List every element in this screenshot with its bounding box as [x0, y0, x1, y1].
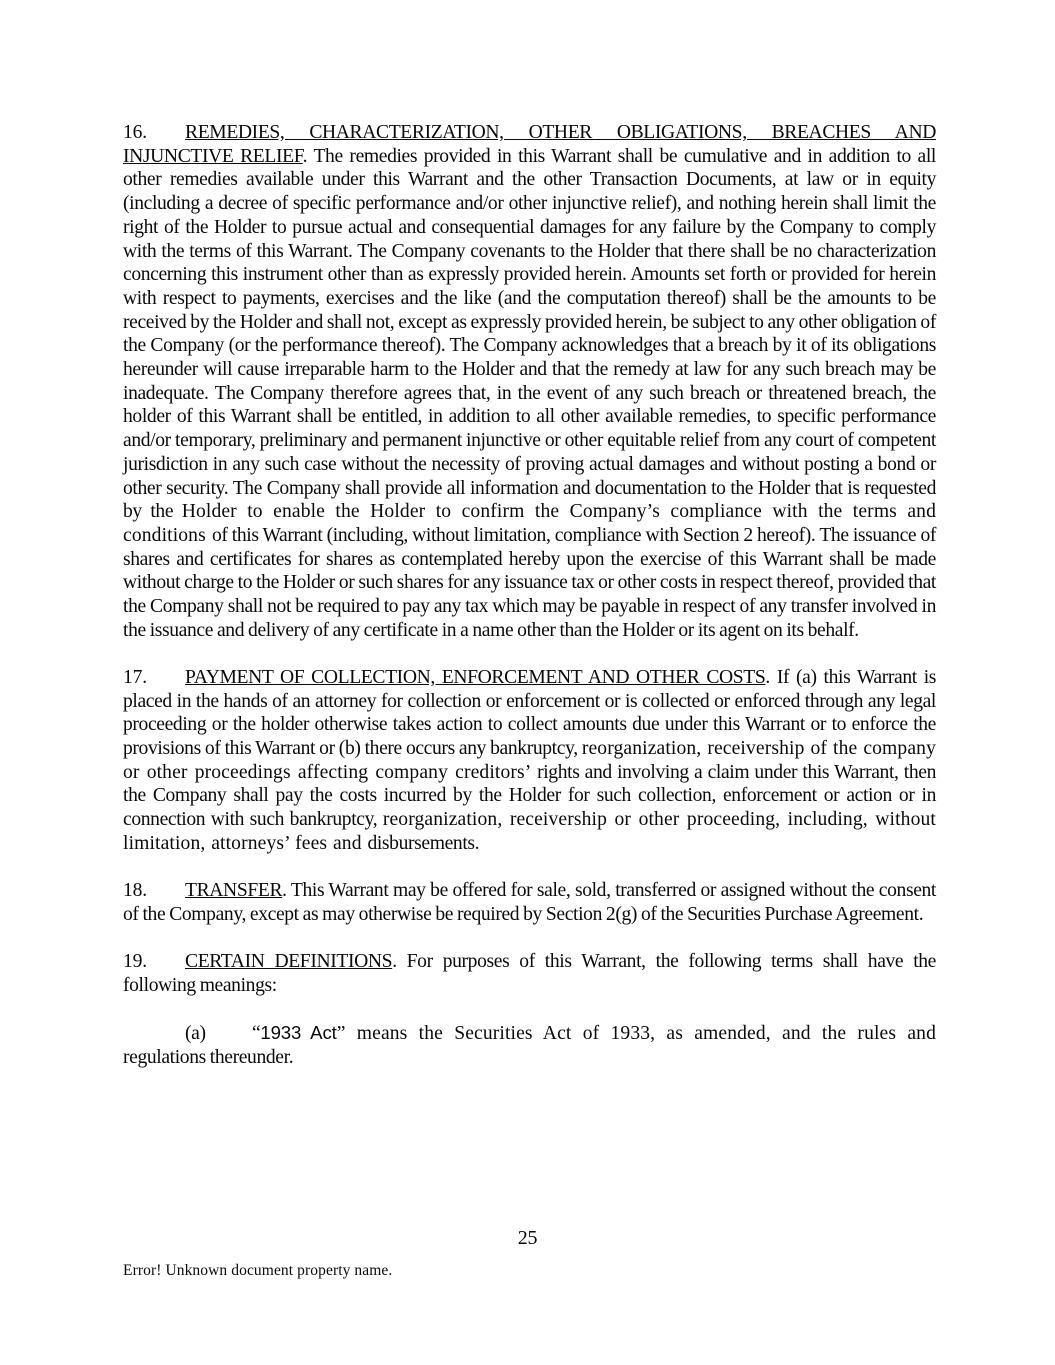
- section-16-body-text: . The remedies provided in this Warrant shall be cumulative and in addition to all other remedies available under this Warrant and the other Transaction Documents, at law or in equity (including a decree of specific performance and/or other injunctive relief), and nothing herein shall limit the right of the Holder to pursue actual and consequential damages for any failure by the Company to comply with the terms of this Warrant. The Company covenants to the Holder that there shall be no characterization concerning this instrument other than as expressly provided herein. Amounts set forth or provided for herein with respect to payments, exercises and the like (and the computation thereof) shall be the amounts to be received by the Holder and shall not, except as expressly provided herein, be subject to any other obligation of the Company (or the performance thereof). The Company acknowledges that a breach by it of its obligations hereunder will cause irreparable harm to the Holder and that the remedy at law for any such breach may be inadequate. The Company therefore agrees that, in the event of any such breach or threatened breach, the holder of this Warrant shall be entitled, in addition to all other available remedies, to specific performance and/or temporary, preliminary and permanent injunctive or other equitable relief from any court of competent jurisdiction in any such case without the necessity of proving actual damages and without posting a bond or other security. The Company shall provide all information and documentation to the Holder that is requested by the: [123, 145, 936, 523]
- section-18-number: 18.: [123, 880, 147, 902]
- section-18-paragraph: [123, 879, 936, 926]
- document-content: [123, 121, 936, 1069]
- definition-a-paragraph: [123, 1021, 936, 1069]
- section-17-paragraph: [123, 666, 936, 856]
- section-17-body-text: rights and involving a claim under this Warrant, then the Company shall pay the costs incurred by the Holder for such collection, enforcement or action or in connection with such bankruptcy,: [123, 761, 936, 831]
- definition-a-term: 1933 Act: [260, 1021, 337, 1043]
- definition-a-body-text: regulations thereunder.: [123, 1046, 294, 1068]
- section-19-paragraph: [123, 950, 936, 997]
- section-17-heading: PAYMENT OF COLLECTION, ENFORCEMENT AND OTHER COSTS: [185, 666, 766, 688]
- definition-a-body-text-alt: ” means the Securities Act of 1933, as amended, and the rules and: [336, 1022, 936, 1044]
- definition-a-label: (a): [185, 1022, 206, 1044]
- section-17-number: 17.: [123, 666, 147, 688]
- section-18-heading: TRANSFER: [185, 880, 283, 902]
- section-18-body-text: . This Warrant may be offered for sale, sold, transferred or assigned without the consent of the Company, except as may otherwise be required by Section 2(g) of the Securities Purchase Agreement.: [123, 880, 936, 925]
- section-19-body-text: . For purposes of this Warrant, the following terms shall have the following meanings:: [123, 951, 937, 996]
- section-17-body-text-alt: reorganization, receivership of the company or other proceedings affecting company creditors’: [123, 738, 936, 783]
- section-16-heading: REMEDIES, CHARACTERIZATION, OTHER OBLIGATIONS, BREACHES AND INJUNCTIVE RELIEF: [123, 122, 936, 167]
- definition-a-open-quote: “: [252, 1022, 261, 1044]
- section-16-body-text-alt: Holder to enable the Holder to confirm the Company’s compliance with the terms and conditions: [123, 501, 937, 546]
- footer-error-text: Error! Unknown document property name.: [123, 1262, 393, 1279]
- section-16-paragraph: [123, 121, 936, 642]
- section-17-body-text: disbursements.: [367, 832, 480, 854]
- section-17-body-text-alt: reorganization, receivership or other proceeding, including, without limitation, attorneys’ fees and: [123, 809, 936, 854]
- section-16-body-text: of this Warrant (including, without limitation, compliance with Section 2 hereof). The issuance of shares and certificates for shares as contemplated hereby upon the exercise of this Warrant shall be made without charge to the Holder or such shares for any issuance tax or other costs in respect thereof, provided that the Company shall not be required to pay any tax which may be payable in respect of any transfer involved in the issuance and delivery of any certificate in a name other than the Holder or its agent on its behalf.: [123, 524, 937, 641]
- section-19-heading: CERTAIN DEFINITIONS: [185, 951, 393, 972]
- section-19-number: 19.: [123, 951, 147, 972]
- page-number: 25: [517, 1227, 538, 1249]
- section-16-number: 16.: [123, 122, 147, 143]
- section-17-body-text: . If (a) this Warrant is placed in the hands of an attorney for collection or enforcement or is collected or enforced through any legal proceeding or the holder otherwise takes action to collect amounts due under this Warrant or to enforce the provisions of this Warrant or (b) there occurs any bankruptcy,: [123, 666, 937, 760]
